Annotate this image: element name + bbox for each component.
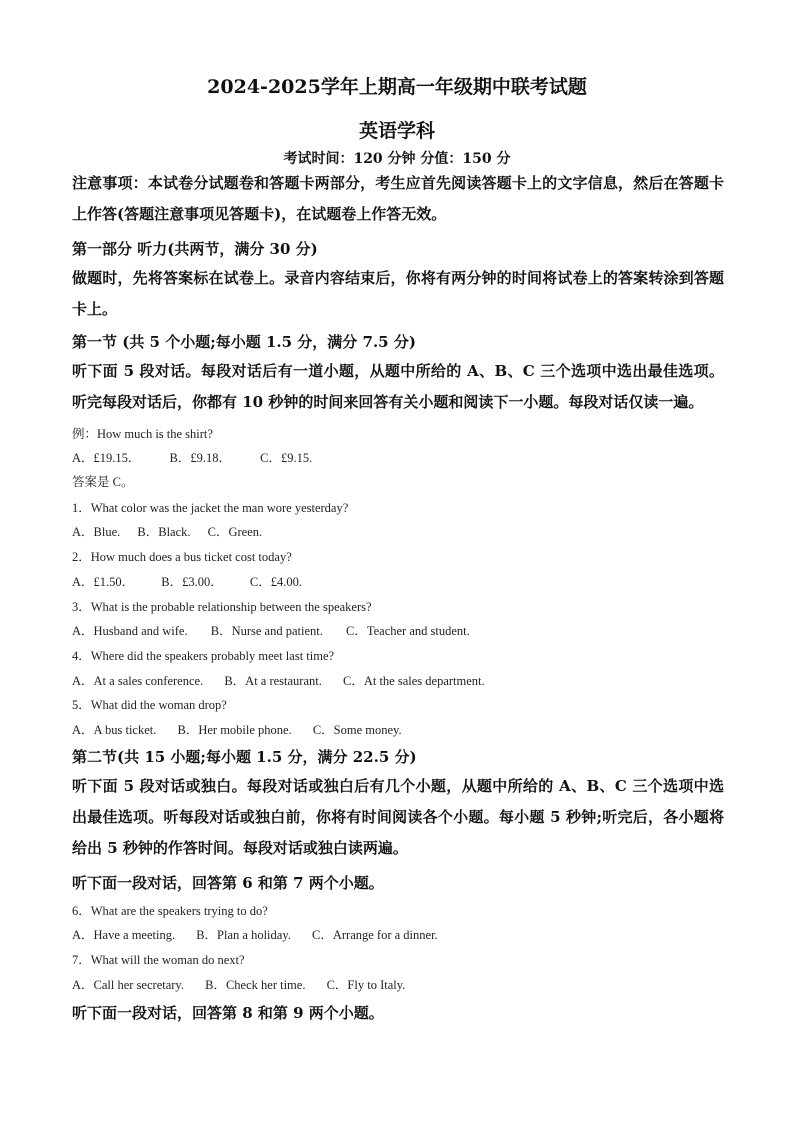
- question-4-options: [72, 671, 499, 689]
- exam-time-info: 考试时间：120 分钟 分值：150 分: [283, 151, 511, 167]
- option-a: A．Have a meeting.: [72, 928, 176, 942]
- question-7: 7．What will the woman do next?: [72, 953, 245, 967]
- part1-heading: 第一部分 听力(共两节，满分 30 分): [72, 240, 318, 258]
- option-a: A．At a sales conference.: [72, 674, 204, 688]
- option-b: B．£3.00．: [161, 575, 223, 589]
- option-a: A．A bus ticket.: [72, 723, 157, 737]
- option-a: A．Call her secretary.: [72, 978, 184, 992]
- option-b: B．Black.: [137, 525, 191, 539]
- question-2: 2．How much does a bus ticket cost today?: [72, 550, 292, 564]
- question-6: 6．What are the speakers trying to do?: [72, 904, 268, 918]
- example-options: [72, 448, 326, 466]
- option-c: C．Some money.: [312, 723, 402, 737]
- section1-heading: 第一节 (共 5 个小题;每小题 1.5 分，满分 7.5 分): [72, 333, 416, 351]
- option-c: C．Green.: [207, 525, 263, 539]
- question-3-options: [72, 621, 484, 639]
- option-b: B．Plan a holiday.: [196, 928, 291, 942]
- option-a: A．Husband and wife.: [72, 624, 188, 638]
- option-c: C．Arrange for a dinner.: [312, 928, 438, 942]
- option-b: B．At a restaurant.: [224, 674, 322, 688]
- option-a: A．Blue.: [72, 525, 121, 539]
- option-b: B．Check her time.: [205, 978, 306, 992]
- question-5-options: [72, 720, 416, 738]
- question-7-options: [72, 975, 419, 993]
- option-c: C．At the sales department.: [343, 674, 485, 688]
- question-5: 5．What did the woman drop?: [72, 698, 227, 712]
- option-c: C．£4.00.: [249, 575, 302, 589]
- option-c: C．Fly to Italy.: [326, 978, 406, 992]
- question-6-options: [72, 925, 452, 943]
- question-3: 3．What is the probable relationship between the speakers?: [72, 600, 372, 614]
- subject-title: 英语学科: [358, 120, 435, 142]
- option-c: C．Teacher and student.: [346, 624, 470, 638]
- option-a: A．£1.50．: [72, 575, 135, 589]
- option-b: B．Nurse and patient.: [210, 624, 323, 638]
- question-4: 4．Where did the speakers probably meet last time?: [72, 649, 335, 663]
- section2-instruction: 听下面 5 段对话或独白。每段对话或独白后有几个小题，从题中所给的 A、B、C 三个选项中选出最佳选项。听每段对话或独白前，你将有时间阅读各个小题。每小题 5 秒钟;听完后，各小题将给出 5 秒钟的作答时间。每段对话或独白读两遍。: [72, 777, 724, 857]
- page-title: 2024-2025学年上期高一年级期中联考试题: [207, 76, 587, 98]
- question-1: 1．What color was the jacket the man wore yesterday?: [72, 501, 349, 515]
- notice-paragraph: 注意事项：本试卷分试题卷和答题卡两部分，考生应首先阅读答题卡上的文字信息，然后在答题卡上作答(答题注意事项见答题卡)，在试题卷上作答无效。: [72, 174, 724, 223]
- example-answer: 答案是 C。: [72, 475, 134, 489]
- option-b: B．£9.18．: [169, 451, 231, 465]
- option-b: B．Her mobile phone.: [177, 723, 292, 737]
- group2-heading: 听下面一段对话，回答第 8 和第 9 两个小题。: [72, 1004, 384, 1022]
- group1-heading: 听下面一段对话，回答第 6 和第 7 两个小题。: [72, 874, 384, 892]
- question-1-options: [72, 522, 276, 540]
- example-question: 例：How much is the shirt?: [72, 427, 213, 441]
- option-c: C．£9.15.: [260, 451, 313, 465]
- section1-instruction: 听下面 5 段对话。每段对话后有一道小题，从题中所给的 A、B、C 三个选项中选出最佳选项。听完每段对话后，你都有 10 秒钟的时间来回答有关小题和阅读下一小题。每段对话仅读一遍。: [72, 362, 724, 411]
- question-2-options: [72, 572, 316, 590]
- section2-heading: 第二节(共 15 小题;每小题 1.5 分，满分 22.5 分): [72, 748, 417, 766]
- option-a: A．£19.15．: [72, 451, 141, 465]
- part1-instruction: 做题时，先将答案标在试卷上。录音内容结束后，你将有两分钟的时间将试卷上的答案转涂到答题卡上。: [72, 269, 724, 318]
